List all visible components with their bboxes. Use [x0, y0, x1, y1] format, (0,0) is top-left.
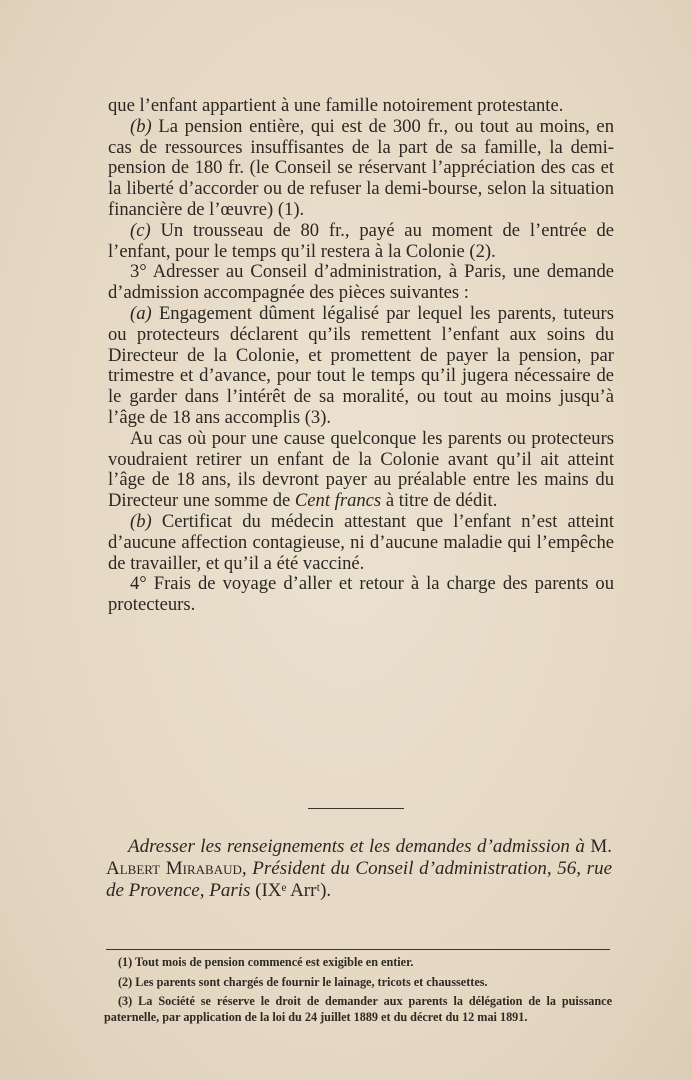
paragraph-text: à titre de dédit. — [381, 490, 498, 512]
address-name-prefix: M. — [590, 836, 612, 857]
section-divider — [308, 808, 404, 809]
paragraph-b-certificate — [108, 512, 614, 574]
address-paragraph — [106, 836, 612, 902]
paragraph-b-pension — [108, 117, 614, 221]
paragraph-text: 4° Frais de voyage d’aller et retour à la charge des parents ou protecteurs. — [108, 573, 614, 616]
paragraph-text: que l’enfant appartient à une famille notoirement protestante. — [108, 95, 564, 116]
item-label: (b) — [130, 510, 152, 532]
body-text — [108, 96, 614, 616]
paragraph-text: Engagement dûment légalisé par lequel les parents, tuteurs ou protecteurs déclarent qu’ils remettent l’enfant aux soins du Directeur de la Colonie, et promettent de payer la pension, par trimestre et d’avance, pour tout le temps qu’il jugera nécessaire de le garder dans l’intérêt de sa moralité, ou tout au moins jusqu’à l’âge de 18 ans accomplis (3). — [108, 302, 614, 428]
paragraph-emphasis: Cent francs — [294, 490, 382, 512]
item-label: (c) — [130, 219, 151, 241]
address-name: Albert Mirabaud — [106, 858, 242, 879]
paragraph-continuation — [108, 96, 614, 117]
paragraph-text: La pension entière, qui est de 300 fr., ou tout au moins, en cas de ressources insuffisantes de la part de sa famille, la demi-pension de 180 fr. (le Conseil se réservant l’appréciation des cas et la liberté d’accorder ou de refuser la demi-bourse, selon la situation financière de l’œuvre) (1). — [108, 115, 614, 220]
footnote-rule — [106, 949, 610, 950]
paragraph-text: Au cas où pour une cause quelconque les parents ou protecteurs voudraient retirer un enfant de la Colonie avant qu’il ait atteint l’âge de 18 ans, ils devront payer au préalable entre les mains du Directeur une somme de — [108, 427, 614, 512]
paragraph-withdrawal — [108, 429, 614, 512]
footnote-1: (1) Tout mois de pension commencé est exigible en entier. — [118, 955, 414, 969]
paragraph-3-request — [108, 262, 614, 304]
paragraph-c-trousseau — [108, 221, 614, 263]
paragraph-text: Un trousseau de 80 fr., payé au moment de l’entrée de l’enfant, pour le temps qu’il restera à la Colonie (2). — [108, 219, 614, 262]
paragraph-4-travel — [108, 574, 614, 616]
paragraph-text: 3° Adresser au Conseil d’administration, à Paris, une demande d’admission accompagnée des pièces suivantes : — [108, 261, 614, 304]
address-block — [106, 836, 612, 902]
footnotes — [104, 955, 612, 1025]
address-lead: Adresser les renseignements et les demandes d’admission à — [128, 836, 591, 857]
footnote-2: (2) Les parents sont chargés de fournir le lainage, tricots et chaussettes. — [118, 974, 488, 989]
address-arrondissement: (IXᵉ Arrᵗ). — [255, 880, 332, 901]
address-trail: , Président du Conseil d’administration, 56, rue de Provence, Paris — [106, 858, 612, 901]
paragraph-a-engagement — [108, 304, 614, 429]
footnote-3: (3) La Société se réserve le droit de demander aux parents la délégation de la puissance paternelle, par application de la loi du 24 juillet 1889 et du décret du 12 mai 1891. — [104, 994, 612, 1024]
paragraph-text: Certificat du médecin attestant que l’enfant n’est atteint d’aucune affection contagieuse, ni d’aucune maladie qui l’empêche de travailler, et qu’il a été vacciné. — [108, 510, 614, 574]
item-label: (b) — [130, 115, 152, 137]
item-label: (a) — [130, 302, 152, 324]
